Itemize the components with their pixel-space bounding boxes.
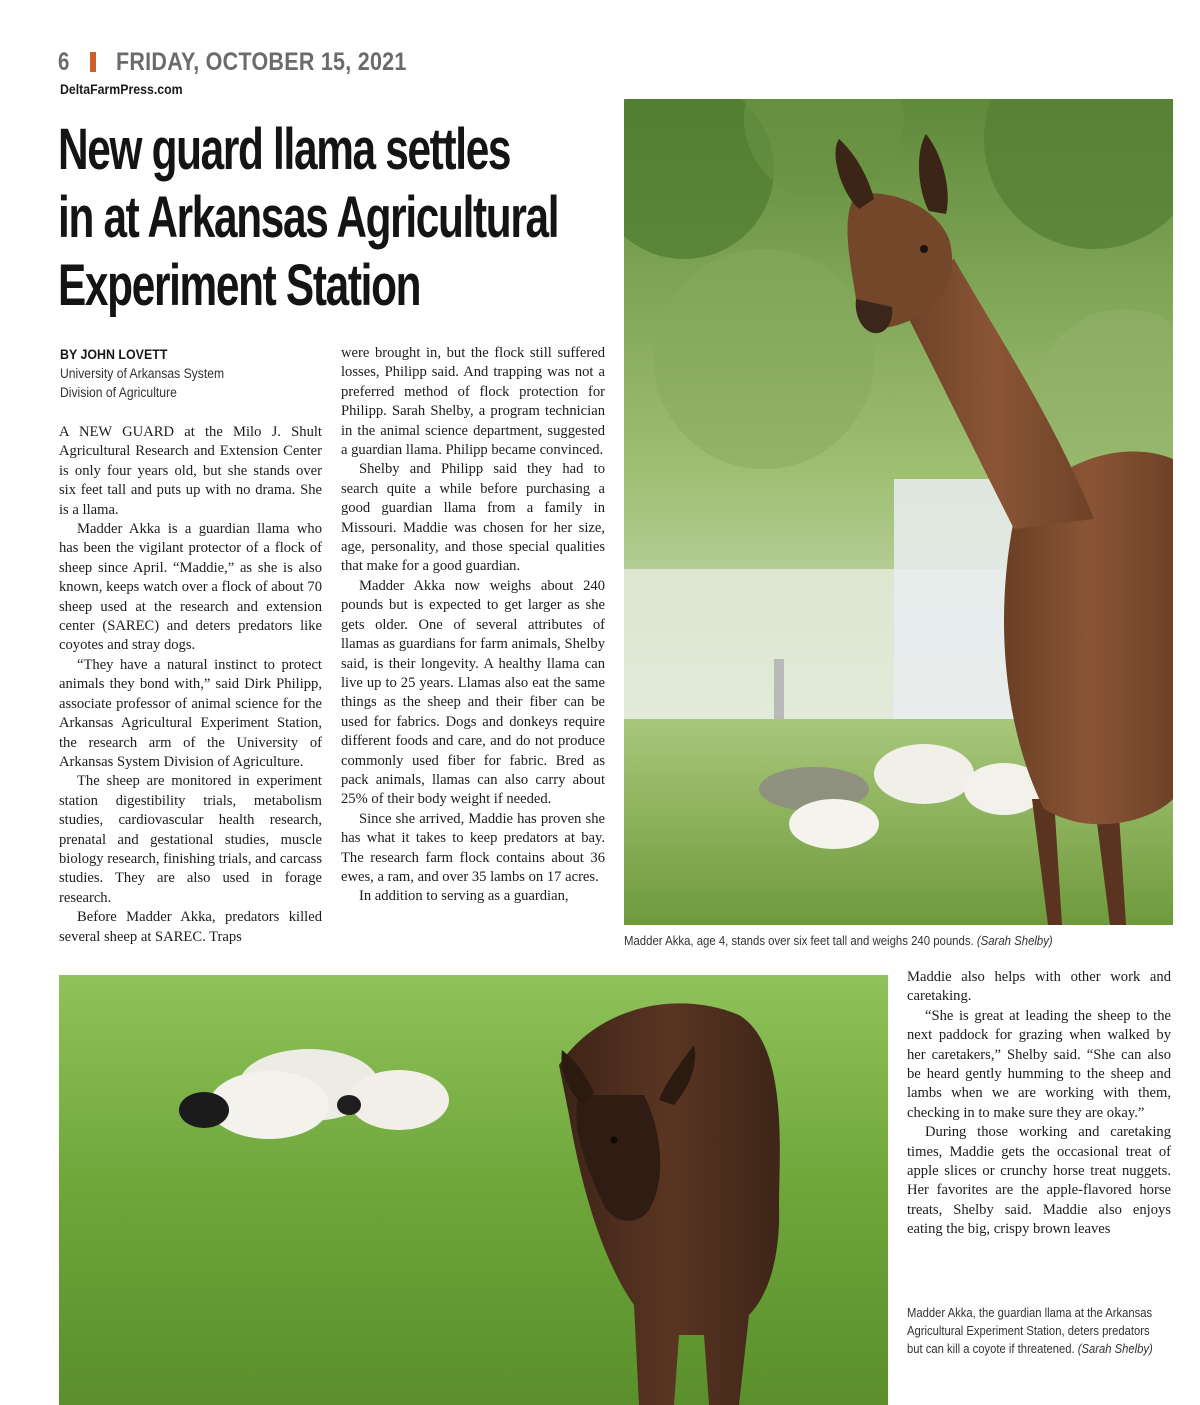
affiliation-line: Division of Agriculture [60,385,177,400]
llama-with-sheep-image [59,975,888,1405]
paragraph: Madder Akka is a guardian llama who has been the vigilant protector of a flock of sheep since April. “Maddie,” as she is also known, keeps watch over a flock of about 70 sheep used at the research and extension center (SAREC) and deters predators like coyotes and stray dogs. [59,521,322,654]
issue-date: FRIDAY, OCTOBER 15, 2021 [116,47,407,76]
photo-caption-1 [624,932,1134,950]
paragraph: “She is great at leading the sheep to the next paddock for grazing when walked by her caretakers,” Shelby said. “She can also be heard gently humming to the sheep and lambs when we are working with them, checking in to make sure they are okay.” [907,1007,1171,1121]
photo-llama-standing [624,99,1173,925]
site-name: DeltaFarmPress.com [60,81,183,97]
byline-block [60,345,242,402]
body-column-1 [59,423,322,947]
paragraph: Shelby and Philipp said they had to search quite a while before purchasing a good guardian llama from a family in Missouri. Maddie was chosen for her size, age, personality, and those special qualities that make for a good guardian. [341,461,605,575]
paragraph: A NEW GUARD at the Milo J. Shult Agricultural Research and Extension Center is only four years old, but she stands over six feet tall and puts up with no drama. She is a llama. [59,424,322,518]
paragraph: In addition to serving as a guardian, [359,888,569,905]
paragraph: During those working and caretaking times, Maddie gets the occasional treat of apple slices or crunchy horse treat nuggets. Her favorites are the apple-flavored horse treats, Shelby said. Maddie also enjoys eating the big, crispy brown leaves [907,1124,1171,1238]
paragraph: Since she arrived, Maddie has proven she has what it takes to keep predators at bay. The research farm flock contains about 36 ewes, a ram, and over 35 lambs on 17 acres. [341,810,605,885]
llama-standing-image [624,99,1173,925]
caption-text: Madder Akka, age 4, stands over six feet tall and weighs 240 pounds. [624,934,974,948]
caption-text: Madder Akka, the guardian llama at the Arkansas Agricultural Experiment Station, deters predators but can kill a coyote if threatened. [907,1306,1153,1356]
paragraph: Maddie also helps with other work and caretaking. [907,969,1171,1005]
headline-line: Experiment Station [58,253,421,318]
folio-divider [90,52,96,72]
paragraph: The sheep are monitored in experiment station digestibility trials, metabolism studies, cardiovascular health research, prenatal and gestational studies, muscle biology research, finishing trials, and carcass studies. They are also used in forage research. [59,773,323,906]
affiliation-line: University of Arkansas System [60,366,225,381]
photo-llama-with-sheep [59,975,888,1405]
paragraph: “They have a natural instinct to protect animals they bond with,” said Dirk Philipp, associate professor of animal science for the Arkansas Agricultural Experiment Station, the research arm of the University of Arkansas System Division of Agriculture. [59,656,322,770]
headline [58,116,559,320]
headline-line: New guard llama settles [58,117,511,182]
paragraph: Madder Akka now weighs about 240 pounds but is expected to get larger as she gets older. One of several attributes of llamas as guardians for farm animals, Shelby said, is their longevity. A healthy llama can live up to 25 years. Llamas also eat the same things as the sheep and their fiber can be used for fabrics. Dogs and donkeys require different foods and care, and do not produce commonly used fiber for fabric. Bred as pack animals, llamas can also carry about 25% of their body weight if needed. [341,577,605,808]
byline: BY JOHN LOVETT [60,347,168,362]
folio [58,46,454,78]
headline-line: in at Arkansas Agricultural [58,185,559,250]
photo-credit: (Sarah Shelby) [1077,1342,1153,1356]
page-number: 6 [58,47,70,76]
body-column-2 [341,344,605,907]
paragraph: were brought in, but the flock still suffered losses, Philipp said. And trapping was not a preferred method of flock protection for Philipp. Sarah Shelby, a program technician in the animal science department, suggested a guardian llama. Philipp became convinced. [341,345,605,459]
photo-caption-2 [907,1304,1168,1358]
photo-credit: (Sarah Shelby) [976,934,1053,948]
body-column-3 [907,968,1171,1240]
paragraph: Before Madder Akka, predators killed several sheep at SAREC. Traps [59,909,322,945]
